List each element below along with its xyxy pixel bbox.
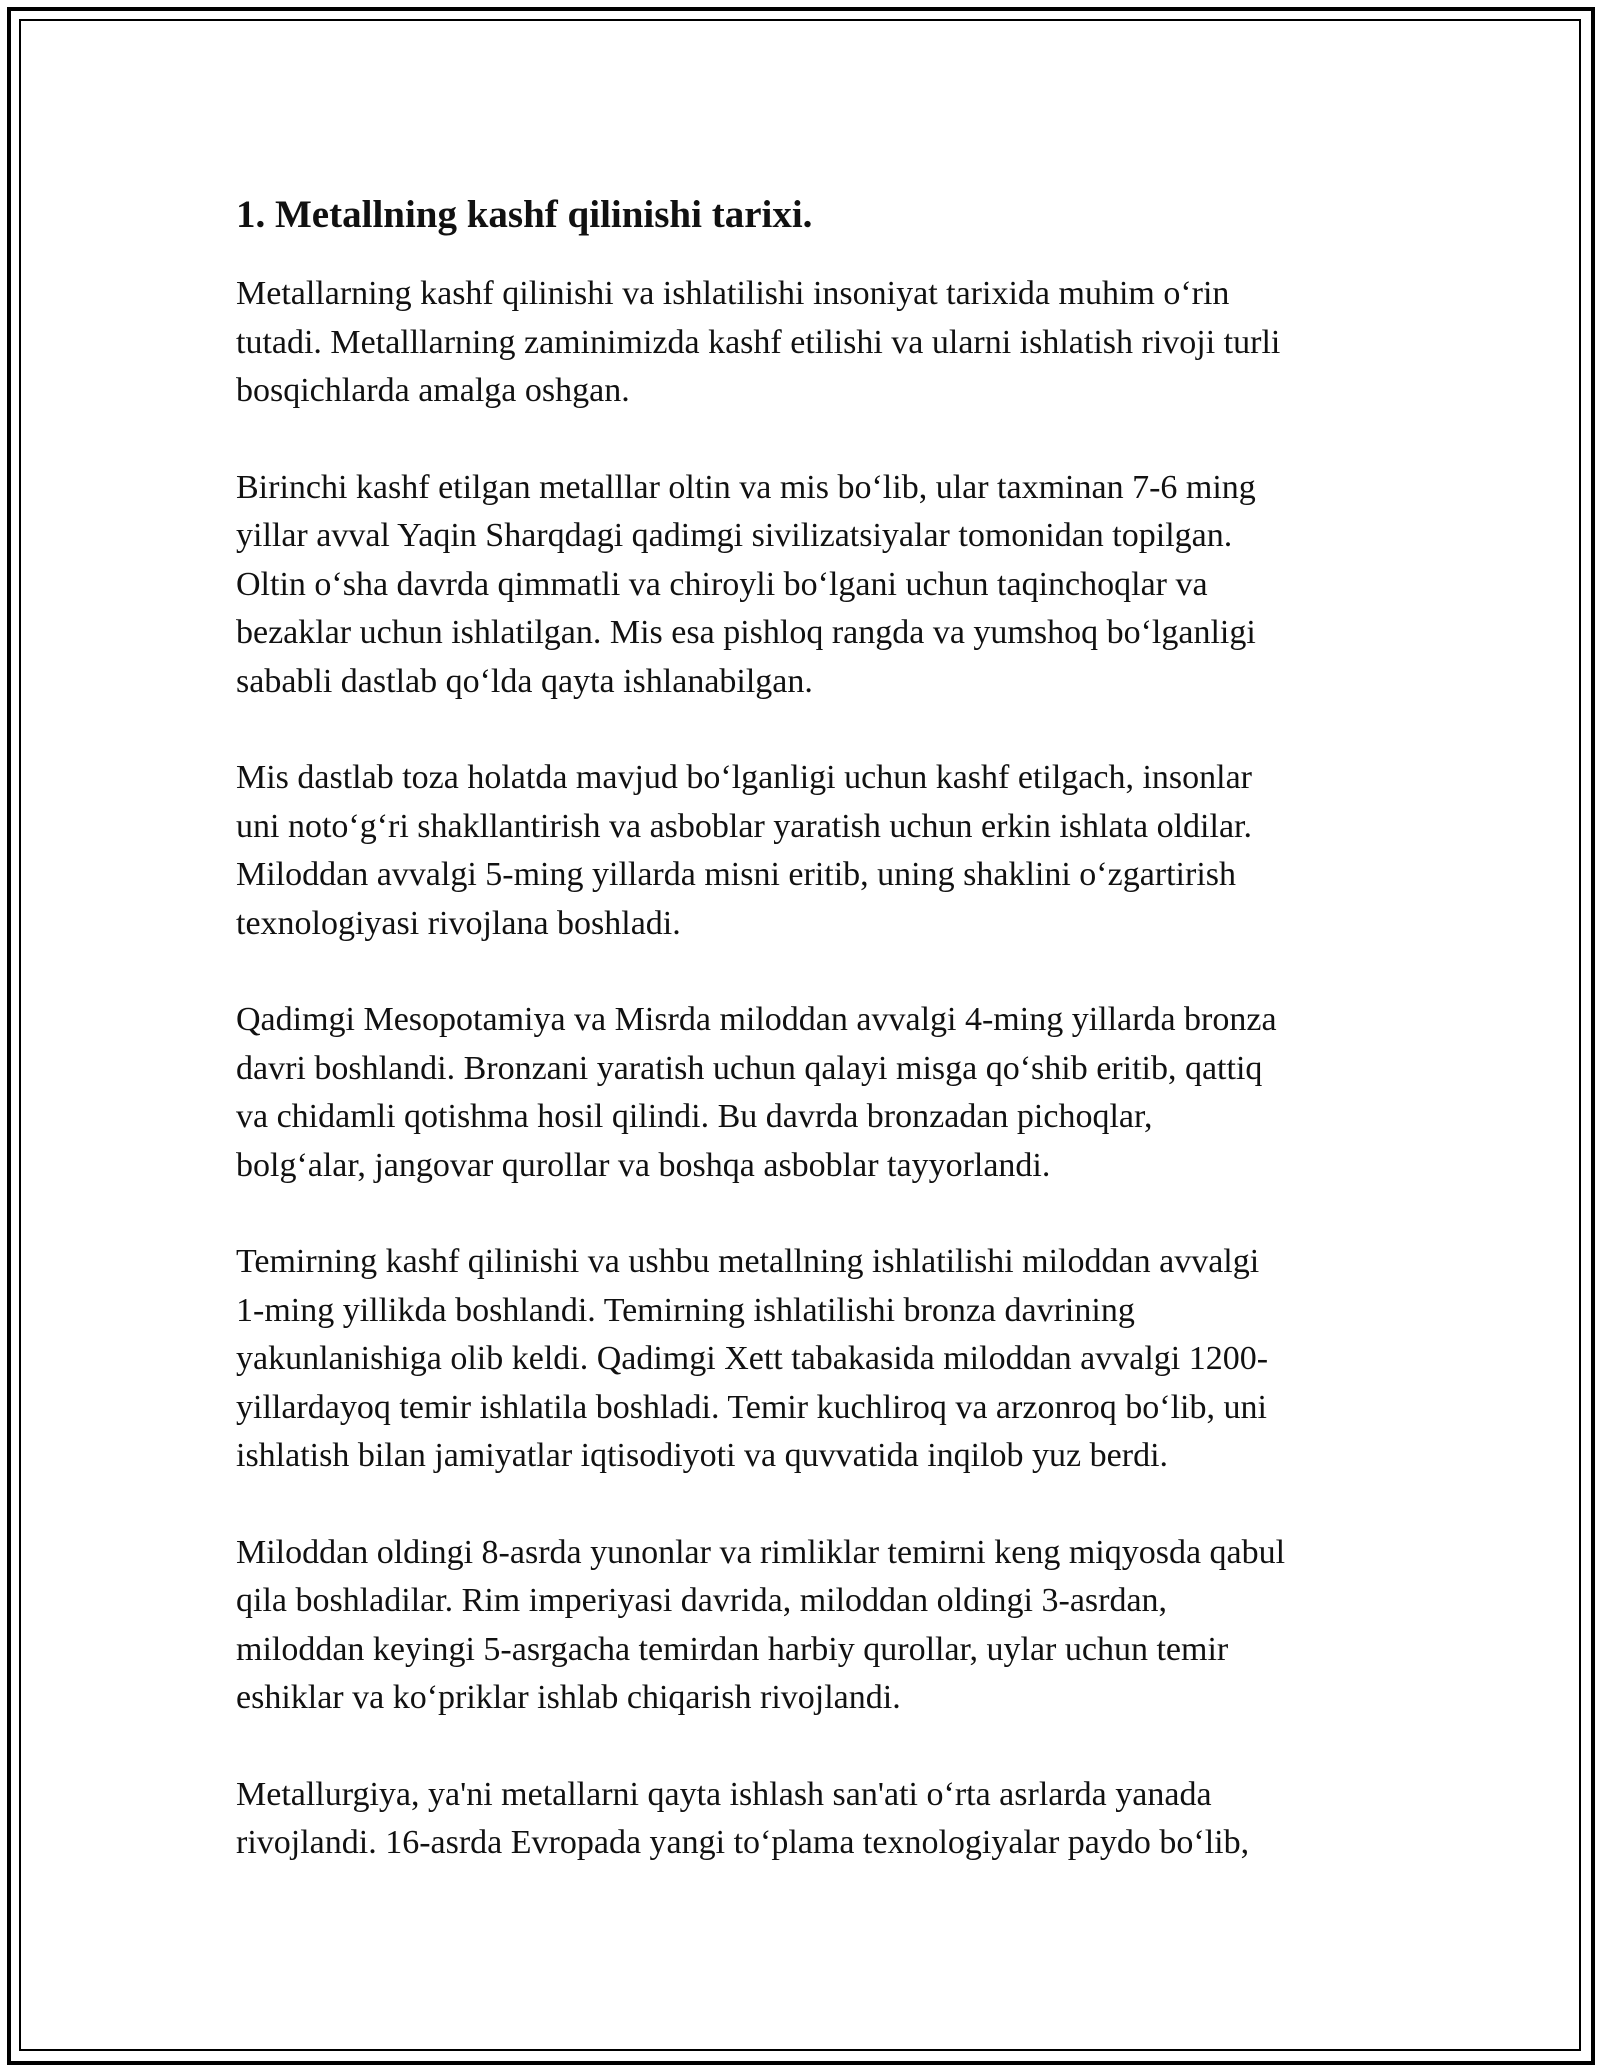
- paragraph-7: [236, 1771, 1376, 1868]
- paragraph-6: [236, 1529, 1376, 1723]
- text-line: bosqichlarda amalga oshgan.: [236, 372, 630, 409]
- text-line: tutadi. Metalllarning zaminimizda kashf etilishi va ularni ishlatish rivoji turli: [236, 323, 1281, 361]
- document-body: [236, 188, 1376, 1916]
- text-line: bezaklar uchun ishlatilgan. Mis esa pishloq rangda va yumshoq bo‘lganligi: [236, 614, 1256, 651]
- text-line: Qadimgi Mesopotamiya va Misrda miloddan avvalgi 4-ming yillarda bronza: [236, 1001, 1277, 1038]
- text-line: Miloddan avvalgi 5-ming yillarda misni eritib, uning shaklini o‘zgartirish: [236, 856, 1236, 893]
- paragraph-2: [236, 464, 1376, 707]
- text-line: Metallarning kashf qilinishi va ishlatilishi insoniyat tarixida muhim o‘rin: [236, 275, 1230, 312]
- text-line: yillar avval Yaqin Sharqdagi qadimgi sivilizatsiyalar tomonidan topilgan.: [236, 517, 1233, 554]
- text-line: rivojlandi. 16-asrda Evropada yangi to‘plama texnologiyalar paydo bo‘lib,: [236, 1824, 1250, 1861]
- text-line: eshiklar va ko‘priklar ishlab chiqarish rivojlandi.: [236, 1679, 901, 1716]
- text-line: yakunlanishiga olib keldi. Qadimgi Xett tabakasida miloddan avvalgi 1200-: [236, 1340, 1269, 1377]
- paragraph-4: [236, 996, 1376, 1190]
- text-line: Temirning kashf qilinishi va ushbu metallning ishlatilishi miloddan avvalgi: [236, 1243, 1260, 1280]
- text-line: Miloddan oldingi 8-asrda yunonlar va rimliklar temirni keng miqyosda qabul: [236, 1533, 1286, 1571]
- paragraph-5: [236, 1238, 1376, 1481]
- text-line: bolg‘alar, jangovar qurollar va boshqa asboblar tayyorlandi.: [236, 1146, 1051, 1184]
- section-heading: 1. Metallning kashf qilinishi tarixi.: [236, 193, 813, 236]
- text-line: yillardayoq temir ishlatila boshladi. Temir kuchliroq va arzonroq bo‘lib, uni: [236, 1388, 1267, 1426]
- text-line: Oltin o‘sha davrda qimmatli va chiroyli bo‘lgani uchun taqinchoqlar va: [236, 565, 1208, 603]
- text-line: davri boshlandi. Bronzani yaratish uchun qalayi misga qo‘shib eritib, qattiq: [236, 1049, 1263, 1087]
- text-line: ishlatish bilan jamiyatlar iqtisodiyoti va quvvatida inqilob yuz berdi.: [236, 1437, 1169, 1474]
- text-line: va chidamli qotishma hosil qilindi. Bu davrda bronzadan pichoqlar,: [236, 1098, 1153, 1135]
- paragraph-1: [236, 270, 1376, 416]
- text-line: uni noto‘g‘ri shakllantirish va asboblar yaratish uchun erkin ishlata oldilar.: [236, 807, 1252, 845]
- text-line: texnologiyasi rivojlana boshladi.: [236, 904, 681, 942]
- text-line: qila boshladilar. Rim imperiyasi davrida, miloddan oldingi 3-asrdan,: [236, 1582, 1168, 1619]
- text-line: Metallurgiya, ya'ni metallarni qayta ishlash san'ati o‘rta asrlarda yanada: [236, 1775, 1212, 1813]
- text-line: miloddan keyingi 5-asrgacha temirdan harbiy qurollar, uylar uchun temir: [236, 1630, 1229, 1668]
- text-line: Mis dastlab toza holatda mavjud bo‘lganligi uchun kashf etilgach, insonlar: [236, 759, 1252, 796]
- text-line: Birinchi kashf etilgan metalllar oltin va mis bo‘lib, ular taxminan 7-6 ming: [236, 468, 1256, 506]
- text-line: 1-ming yillikda boshlandi. Temirning ishlatilishi bronza davrining: [236, 1291, 1135, 1329]
- text-line: sababli dastlab qo‘lda qayta ishlanabilgan.: [236, 662, 813, 700]
- paragraph-3: [236, 754, 1376, 948]
